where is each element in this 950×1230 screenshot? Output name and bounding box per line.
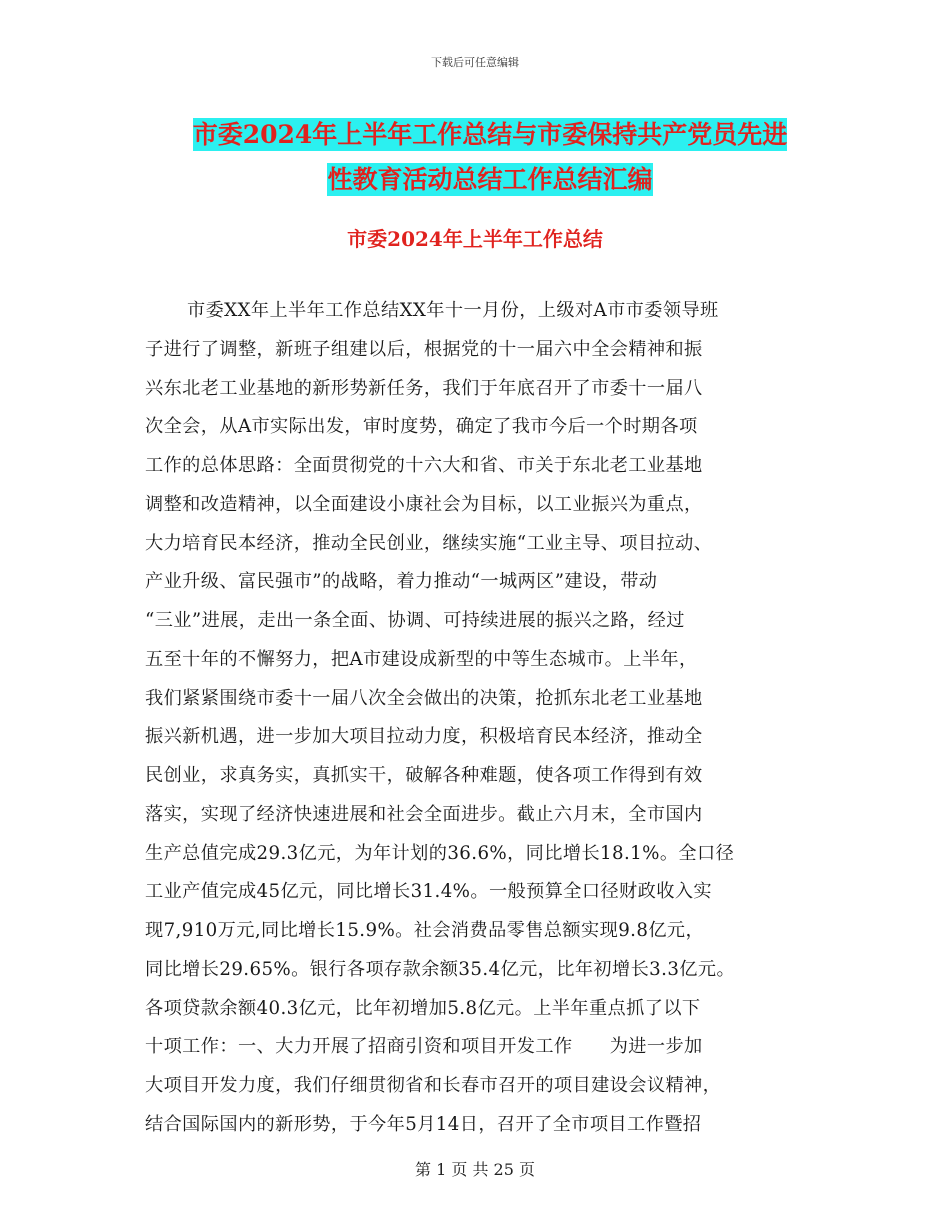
body-line: 现7,910万元,同比增长15.9%。社会消费品零售总额实现9.8亿元， <box>145 920 705 941</box>
body-line: 兴东北老工业基地的新形势新任务，我们于年底召开了市委十一届八 <box>145 377 703 399</box>
body-line: 调整和改造精神，以全面建设小康社会为目标，以工业振兴为重点， <box>145 493 703 515</box>
body-line: 生产总值完成29.3亿元，为年计划的36.6%，同比增长18.1%。全口径 <box>145 842 735 864</box>
title-line-1: 市委2024年上半年工作总结与市委保持共产党员先进 <box>192 120 788 149</box>
body-line: 各项贷款余额40.3亿元，比年初增加5.8亿元。上半年重点抓了以下 <box>145 997 701 1019</box>
body-line: 民创业，求真务实，真抓实干，破解各种难题，使各项工作得到有效 <box>145 765 703 786</box>
body-line: 产业升级、富民强市”的战略，着力推动“一城两区”建设，带动 <box>145 571 658 593</box>
body-line: 我们紧紧围绕市委十一届八次全会做出的决策，抢抓东北老工业基地 <box>145 687 703 709</box>
body-line: 市委XX年上半年工作总结XX年十一月份，上级对A市市委领导班 <box>187 300 719 321</box>
body-line: 工作的总体思路：全面贯彻党的十六大和省、市关于东北老工业基地 <box>145 455 703 476</box>
body-line: 落实，实现了经济快速进展和社会全面进步。截止六月末，全市国内 <box>145 803 703 825</box>
body-line: 五至十年的不懈努力，把A市建设成新型的中等生态城市。上半年， <box>145 648 698 670</box>
body-line: “三业”进展，走出一条全面、协调、可持续进展的振兴之路，经过 <box>145 610 685 631</box>
body-line: 工业产值完成45亿元，同比增长31.4%。一般预算全口径财政收入实 <box>145 881 712 903</box>
body-line: 振兴新机遇，进一步加大项目拉动力度，积极培育民本经济，推动全 <box>145 726 703 748</box>
document-title <box>140 112 840 202</box>
section-title: 市委2024年上半年工作总结 <box>347 227 603 251</box>
body-line: 同比增长29.65%。银行各项存款余额35.4亿元，比年初增长3.3亿元。 <box>145 958 736 980</box>
body-line: 子进行了调整，新班子组建以后，根据党的十一届六中全会精神和振 <box>145 338 703 360</box>
header-note: 下载后可任意编辑 <box>431 56 519 69</box>
body-paragraph <box>145 292 815 1145</box>
body-line: 十项工作：一、大力开展了招商引资和项目开发工作 为进一步加 <box>145 1036 703 1058</box>
body-line: 次全会，从A市实际出发，审时度势，确定了我市今后一个时期各项 <box>145 416 698 438</box>
title-line-2: 性教育活动总结工作总结汇编 <box>327 165 653 194</box>
body-line: 结合国际国内的新形势，于今年5月14日，召开了全市项目工作暨招 <box>145 1113 702 1135</box>
page-footer: 第 1 页 共 25 页 <box>415 1160 535 1179</box>
body-line: 大项目开发力度，我们仔细贯彻省和长春市召开的项目建设会议精神， <box>145 1075 722 1096</box>
body-line: 大力培育民本经济，推动全民创业，继续实施“工业主导、项目拉动、 <box>145 532 713 554</box>
